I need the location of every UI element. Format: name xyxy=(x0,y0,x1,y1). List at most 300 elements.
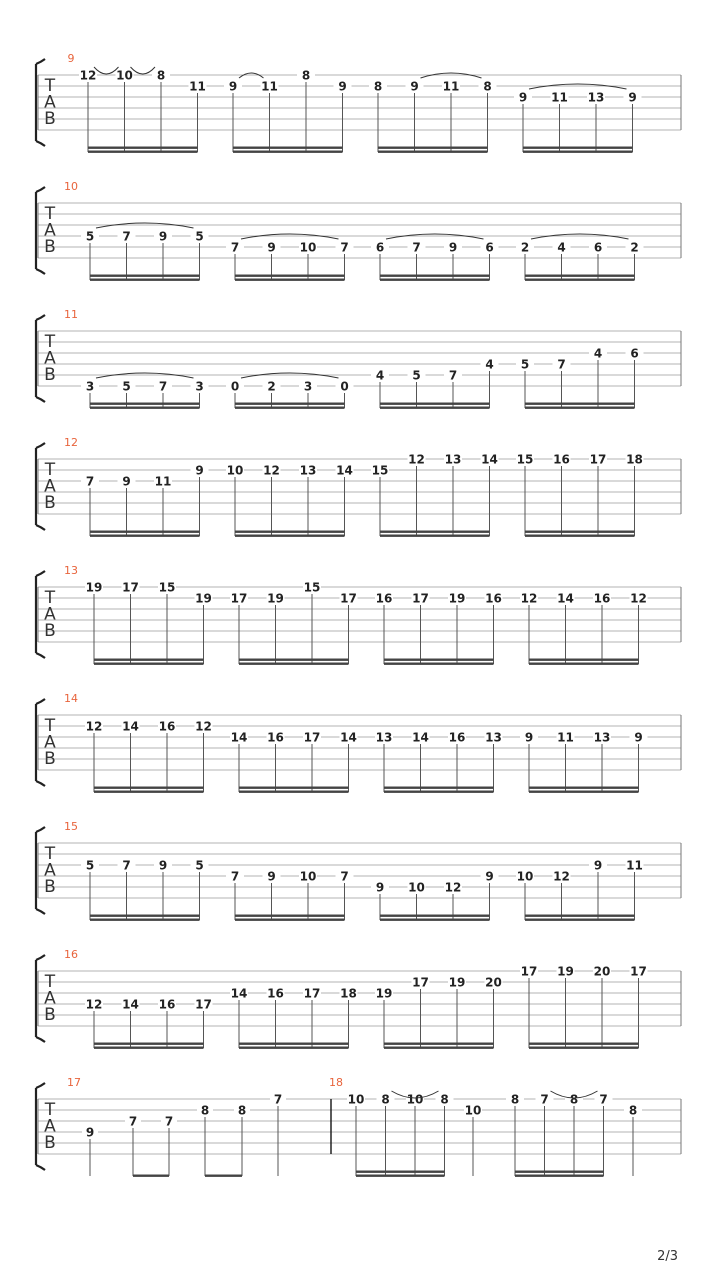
fret-number: 14 xyxy=(122,719,139,734)
fret-number: 9 xyxy=(375,880,385,895)
fret-number: 17 xyxy=(122,580,139,595)
fret-number: 8 xyxy=(440,1092,449,1107)
tab-clef-letter: A xyxy=(44,988,56,1009)
fret-number: 6 xyxy=(375,240,385,255)
tab-clef-icon xyxy=(44,1100,56,1153)
fret-number: 8 xyxy=(569,1092,579,1107)
tab-clef-letter: B xyxy=(44,365,56,385)
fret-number: 10 xyxy=(347,1092,365,1107)
fret-number: 10 xyxy=(116,68,133,83)
beam xyxy=(90,407,200,409)
note-group xyxy=(82,1092,286,1177)
fret-number: 7 xyxy=(158,379,168,394)
beam xyxy=(380,531,490,533)
fret-number: 13 xyxy=(593,730,611,745)
beam xyxy=(88,147,198,149)
fret-number: 10 xyxy=(516,869,534,884)
fret-number: 7 xyxy=(557,357,566,372)
tab-system xyxy=(36,564,681,665)
beam xyxy=(529,1043,639,1045)
note-group xyxy=(624,1103,642,1176)
fret-number: 20 xyxy=(593,964,611,979)
fret-number: 5 xyxy=(195,858,204,873)
note-group xyxy=(464,1103,482,1176)
beam xyxy=(94,659,204,661)
note-group xyxy=(516,234,644,281)
beam xyxy=(525,915,635,917)
fret-number: 7 xyxy=(412,240,421,255)
note-group xyxy=(371,452,499,537)
fret-number: 15 xyxy=(158,580,176,595)
beam xyxy=(380,919,490,921)
fret-number: 13 xyxy=(485,730,502,745)
measure-number: 15 xyxy=(64,820,78,833)
fret-number: 14 xyxy=(340,730,357,745)
fret-number: 9 xyxy=(158,858,168,873)
fret-number: 15 xyxy=(303,580,321,595)
fret-number: 12 xyxy=(630,591,647,606)
note-group xyxy=(371,357,499,409)
fret-number: 9 xyxy=(410,79,419,94)
fret-number: 12 xyxy=(444,880,462,895)
beam xyxy=(380,279,490,281)
beam xyxy=(90,535,200,537)
fret-number: 2 xyxy=(630,240,639,255)
fret-number: 3 xyxy=(85,379,95,394)
beam xyxy=(525,919,635,921)
fret-number: 9 xyxy=(448,240,458,255)
fret-number: 6 xyxy=(630,346,639,361)
fret-number: 7 xyxy=(340,869,349,884)
beam xyxy=(380,915,490,917)
tie-slur xyxy=(241,373,339,378)
tab-system xyxy=(36,180,681,281)
tab-clef-letter: A xyxy=(44,604,56,625)
tab-clef-icon xyxy=(44,844,56,897)
beam xyxy=(523,151,633,153)
beam xyxy=(380,403,490,405)
fret-number: 15 xyxy=(516,452,534,467)
note-group xyxy=(230,986,358,1049)
fret-number: 7 xyxy=(230,869,240,884)
fret-number: 13 xyxy=(587,90,605,105)
fret-number: 19 xyxy=(375,986,393,1001)
fret-number: 19 xyxy=(448,975,466,990)
note-group xyxy=(375,975,503,1049)
note-group xyxy=(226,373,354,409)
note-group xyxy=(85,997,213,1049)
note-group xyxy=(230,730,358,793)
tie-slur xyxy=(131,67,156,74)
tie-slur xyxy=(96,223,194,228)
fret-number: 7 xyxy=(340,240,349,255)
fret-number: 13 xyxy=(299,463,317,478)
note-group xyxy=(224,68,352,153)
beam xyxy=(384,663,494,665)
measure-number: 9 xyxy=(67,52,75,65)
beam xyxy=(235,407,345,409)
note-group xyxy=(81,463,209,537)
tab-clef-letter: B xyxy=(44,749,56,769)
fret-number: 9 xyxy=(267,869,276,884)
beam xyxy=(133,1175,169,1177)
beam xyxy=(515,1171,604,1173)
fret-number: 10 xyxy=(464,1103,482,1118)
fret-number: 17 xyxy=(303,986,321,1001)
fret-number: 17 xyxy=(303,730,321,745)
beam xyxy=(356,1175,445,1177)
fret-number: 14 xyxy=(230,730,248,745)
fret-number: 12 xyxy=(408,452,425,467)
tab-clef-letter: T xyxy=(44,972,56,992)
tab-system xyxy=(36,820,681,921)
tie-slur xyxy=(94,67,119,74)
fret-number: 11 xyxy=(626,858,643,873)
fret-number: 8 xyxy=(200,1103,210,1118)
fret-number: 0 xyxy=(230,379,240,394)
tab-clef-letter: A xyxy=(44,220,56,241)
beam xyxy=(378,147,488,149)
note-group xyxy=(516,452,644,537)
beam xyxy=(239,787,349,789)
fret-number: 15 xyxy=(371,463,389,478)
beam xyxy=(525,279,635,281)
tie-slur xyxy=(531,234,629,239)
beam xyxy=(233,147,343,149)
beam xyxy=(525,403,635,405)
fret-number: 19 xyxy=(195,591,212,606)
measure-number: 17 xyxy=(67,1076,81,1089)
beam xyxy=(90,279,200,281)
fret-number: 14 xyxy=(557,591,574,606)
beam xyxy=(239,791,349,793)
beam xyxy=(384,1047,494,1049)
fret-number: 16 xyxy=(485,591,502,606)
fret-number: 8 xyxy=(373,79,383,94)
fret-number: 16 xyxy=(267,730,284,745)
tab-clef-icon xyxy=(44,972,56,1025)
fret-number: 9 xyxy=(228,79,238,94)
fret-number: 8 xyxy=(483,79,492,94)
note-group xyxy=(85,719,213,793)
beam xyxy=(380,535,490,537)
fret-number: 16 xyxy=(553,452,570,467)
fret-number: 14 xyxy=(122,997,139,1012)
fret-number: 12 xyxy=(553,869,570,884)
tie-slur xyxy=(239,73,264,78)
note-group xyxy=(520,591,648,665)
fret-number: 7 xyxy=(230,240,240,255)
fret-number: 17 xyxy=(340,591,357,606)
measure-number: 16 xyxy=(64,948,78,961)
fret-number: 11 xyxy=(551,90,568,105)
tab-clef-letter: B xyxy=(44,1005,56,1025)
fret-number: 19 xyxy=(557,964,574,979)
tie-slur xyxy=(96,373,194,378)
tab-clef-letter: B xyxy=(44,237,56,257)
tab-clef-letter: T xyxy=(44,76,56,96)
fret-number: 4 xyxy=(593,346,603,361)
fret-number: 8 xyxy=(510,1092,520,1107)
note-group xyxy=(520,730,648,793)
tab-clef-letter: T xyxy=(44,332,56,352)
beam xyxy=(384,787,494,789)
fret-number: 12 xyxy=(263,463,280,478)
beam xyxy=(90,919,200,921)
fret-number: 5 xyxy=(195,229,204,244)
beam xyxy=(523,147,633,149)
tab-clef-icon xyxy=(44,588,56,641)
note-group xyxy=(81,858,209,921)
tab-system xyxy=(36,308,681,409)
beam xyxy=(239,1043,349,1045)
beam xyxy=(235,915,345,917)
note-group xyxy=(514,84,642,153)
beam xyxy=(380,407,490,409)
fret-number: 9 xyxy=(85,1125,95,1140)
beam xyxy=(94,787,204,789)
tab-clef-letter: A xyxy=(44,348,56,369)
tab-clef-letter: B xyxy=(44,877,56,897)
tab-clef-letter: T xyxy=(44,204,56,224)
fret-number: 3 xyxy=(303,379,313,394)
beam xyxy=(525,535,635,537)
fret-number: 10 xyxy=(299,869,317,884)
beam xyxy=(529,659,639,661)
fret-number: 17 xyxy=(412,591,429,606)
note-group xyxy=(85,580,213,665)
beam xyxy=(205,1175,242,1177)
fret-number: 16 xyxy=(267,986,284,1001)
note-group xyxy=(347,1091,454,1177)
note-group xyxy=(81,223,209,281)
tab-clef-icon xyxy=(44,716,56,769)
beam xyxy=(529,663,639,665)
fret-number: 11 xyxy=(442,79,460,94)
beam xyxy=(235,919,345,921)
fret-number: 11 xyxy=(154,474,172,489)
beam xyxy=(380,275,490,277)
note-group xyxy=(516,858,644,921)
beam xyxy=(90,275,200,277)
tab-clef-letter: T xyxy=(44,844,56,864)
measure-number: 13 xyxy=(64,564,78,577)
fret-number: 11 xyxy=(261,79,278,94)
fret-number: 9 xyxy=(158,229,168,244)
tab-clef-letter: T xyxy=(44,716,56,736)
fret-number: 17 xyxy=(589,452,607,467)
page-number: 2/3 xyxy=(657,1249,678,1264)
fret-number: 7 xyxy=(164,1114,174,1129)
fret-number: 16 xyxy=(448,730,466,745)
fret-number: 19 xyxy=(267,591,284,606)
fret-number: 10 xyxy=(299,240,317,255)
tab-clef-icon xyxy=(44,76,56,129)
beam xyxy=(90,403,200,405)
fret-number: 17 xyxy=(630,964,647,979)
fret-number: 7 xyxy=(448,368,458,383)
tab-clef-icon xyxy=(44,460,56,513)
beam xyxy=(525,407,635,409)
fret-number: 14 xyxy=(230,986,248,1001)
beam xyxy=(378,151,488,153)
measure-number: 14 xyxy=(64,692,78,705)
fret-number: 7 xyxy=(273,1092,283,1107)
tie-slur xyxy=(241,234,339,239)
fret-number: 14 xyxy=(336,463,353,478)
beam xyxy=(384,791,494,793)
fret-number: 10 xyxy=(226,463,244,478)
fret-number: 11 xyxy=(189,79,206,94)
fret-number: 9 xyxy=(628,90,637,105)
beam xyxy=(239,1047,349,1049)
fret-number: 8 xyxy=(301,68,311,83)
fret-number: 14 xyxy=(481,452,498,467)
beam xyxy=(239,663,349,665)
beam xyxy=(235,275,345,277)
note-group xyxy=(369,73,497,153)
fret-number: 9 xyxy=(267,240,276,255)
fret-number: 16 xyxy=(158,719,176,734)
note-group xyxy=(375,591,503,665)
fret-number: 4 xyxy=(485,357,494,372)
tab-clef-letter: T xyxy=(44,460,56,480)
beam xyxy=(235,535,345,537)
fret-number: 7 xyxy=(122,858,131,873)
tab-system xyxy=(36,948,681,1049)
fret-number: 8 xyxy=(628,1103,638,1118)
note-group xyxy=(506,1091,613,1177)
fret-number: 12 xyxy=(85,997,103,1012)
fret-number: 9 xyxy=(122,474,131,489)
beam xyxy=(235,279,345,281)
tab-clef-letter: A xyxy=(44,476,56,497)
fret-number: 6 xyxy=(485,240,494,255)
fret-number: 14 xyxy=(412,730,429,745)
note-group xyxy=(371,234,499,281)
fret-number: 7 xyxy=(85,474,95,489)
fret-number: 17 xyxy=(195,997,212,1012)
fret-number: 13 xyxy=(375,730,393,745)
tab-clef-letter: T xyxy=(44,588,56,608)
beam xyxy=(94,1043,204,1045)
tab-clef-letter: A xyxy=(44,732,56,753)
fret-number: 6 xyxy=(593,240,603,255)
fret-number: 9 xyxy=(524,730,534,745)
fret-number: 16 xyxy=(593,591,611,606)
fret-number: 9 xyxy=(338,79,347,94)
fret-number: 5 xyxy=(122,379,131,394)
fret-number: 16 xyxy=(158,997,176,1012)
tab-clef-letter: A xyxy=(44,1116,56,1137)
fret-number: 8 xyxy=(381,1092,390,1107)
measure-number: 11 xyxy=(64,308,78,321)
measure-number: 18 xyxy=(329,1076,343,1089)
measure-number: 10 xyxy=(64,180,78,193)
beam xyxy=(94,1047,204,1049)
fret-number: 7 xyxy=(599,1092,608,1107)
fret-number: 2 xyxy=(520,240,530,255)
fret-number: 9 xyxy=(634,730,643,745)
beam xyxy=(235,531,345,533)
fret-number: 11 xyxy=(557,730,574,745)
fret-number: 18 xyxy=(626,452,643,467)
tab-clef-icon xyxy=(44,204,56,257)
beam xyxy=(384,659,494,661)
beam xyxy=(515,1175,604,1177)
fret-number: 12 xyxy=(79,68,97,83)
fret-number: 19 xyxy=(448,591,466,606)
fret-number: 8 xyxy=(156,68,166,83)
fret-number: 0 xyxy=(340,379,349,394)
fret-number: 17 xyxy=(412,975,429,990)
beam xyxy=(233,151,343,153)
note-group xyxy=(226,869,354,921)
fret-number: 17 xyxy=(230,591,248,606)
fret-number: 17 xyxy=(520,964,538,979)
note-group xyxy=(226,234,354,281)
beam xyxy=(529,791,639,793)
fret-number: 3 xyxy=(195,379,204,394)
fret-number: 10 xyxy=(406,1092,424,1107)
fret-number: 10 xyxy=(408,880,425,895)
fret-number: 13 xyxy=(444,452,462,467)
fret-number: 9 xyxy=(518,90,528,105)
beam xyxy=(529,1047,639,1049)
fret-number: 9 xyxy=(195,463,204,478)
beam xyxy=(239,659,349,661)
tab-clef-letter: B xyxy=(44,1133,56,1153)
fret-number: 7 xyxy=(122,229,131,244)
fret-number: 18 xyxy=(340,986,357,1001)
fret-number: 7 xyxy=(540,1092,549,1107)
measure-number: 12 xyxy=(64,436,78,449)
beam xyxy=(94,791,204,793)
fret-number: 20 xyxy=(485,975,502,990)
tab-system xyxy=(36,1076,681,1177)
fret-number: 7 xyxy=(128,1114,138,1129)
beam xyxy=(529,787,639,789)
tie-slur xyxy=(386,234,484,239)
tab-system xyxy=(36,692,681,793)
fret-number: 12 xyxy=(85,719,103,734)
tab-system xyxy=(36,52,681,153)
note-group xyxy=(226,463,354,537)
note-group xyxy=(79,67,207,153)
beam xyxy=(88,151,198,153)
tab-clef-letter: A xyxy=(44,860,56,881)
fret-number: 9 xyxy=(593,858,603,873)
note-group xyxy=(375,730,503,793)
beam xyxy=(90,531,200,533)
fret-number: 8 xyxy=(237,1103,247,1118)
note-group xyxy=(81,373,209,409)
fret-number: 16 xyxy=(375,591,393,606)
fret-number: 19 xyxy=(85,580,103,595)
beam xyxy=(525,531,635,533)
tie-slur xyxy=(421,73,482,78)
fret-number: 9 xyxy=(485,869,494,884)
fret-number: 5 xyxy=(520,357,530,372)
beam xyxy=(356,1171,445,1173)
fret-number: 4 xyxy=(557,240,566,255)
tab-clef-icon xyxy=(44,332,56,385)
tab-system xyxy=(36,436,681,537)
fret-number: 2 xyxy=(267,379,276,394)
note-group xyxy=(230,580,358,665)
fret-number: 12 xyxy=(195,719,212,734)
fret-number: 5 xyxy=(412,368,421,383)
